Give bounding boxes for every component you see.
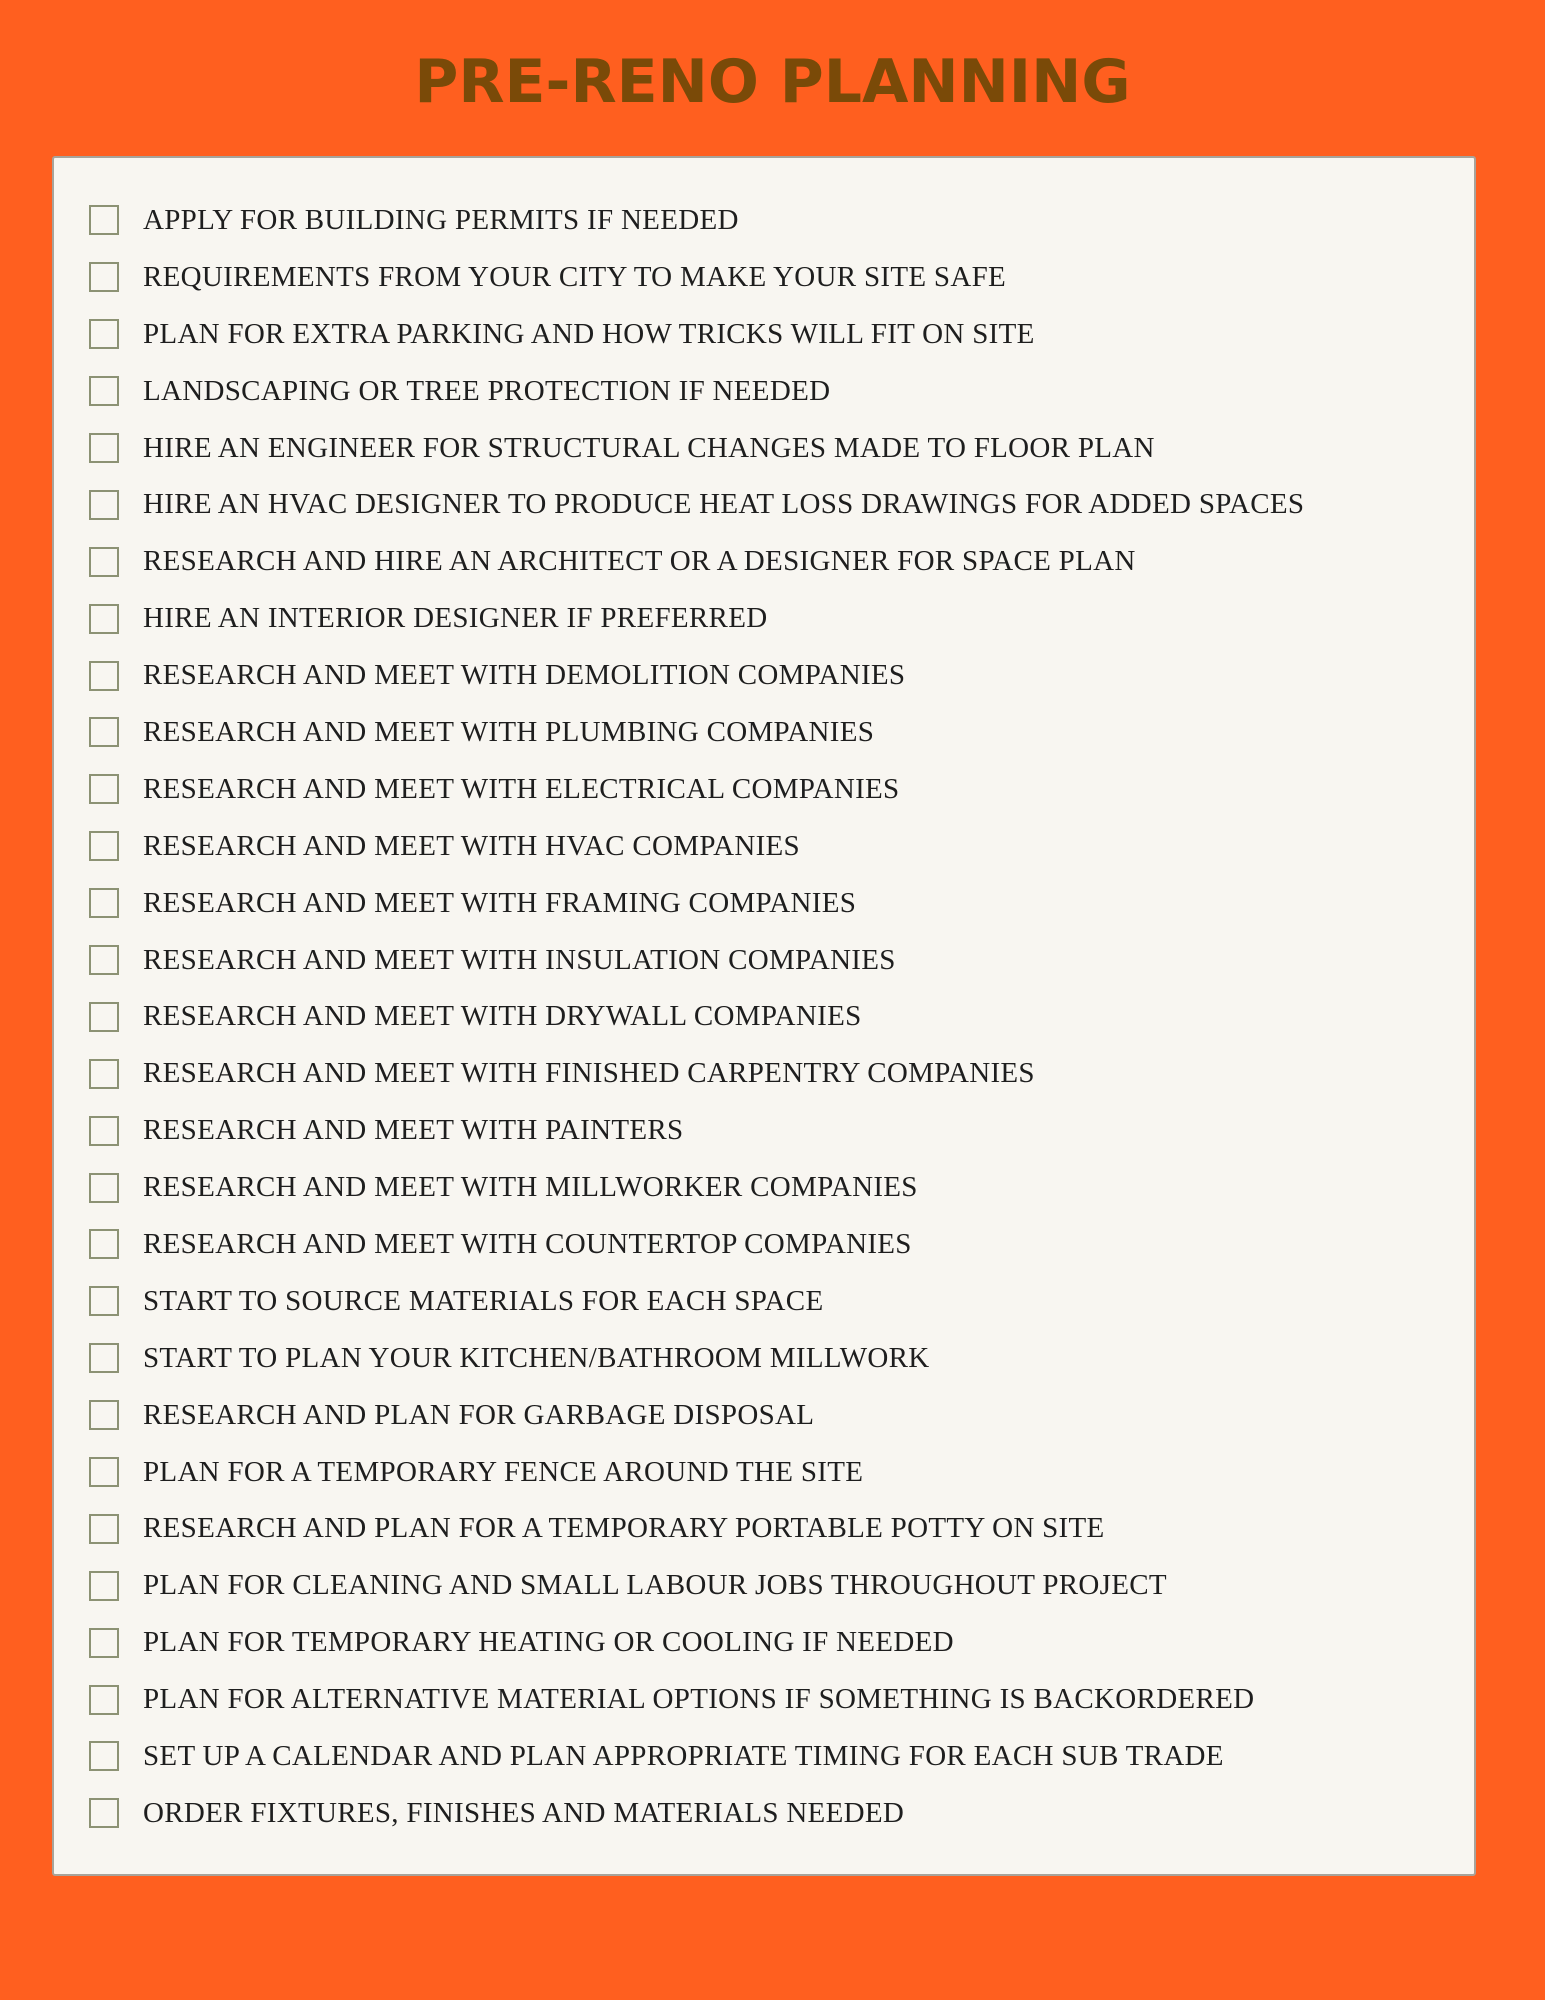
checklist-item-label: RESEARCH AND MEET WITH COUNTERTOP COMPANIES [143,1227,912,1260]
checkbox[interactable] [89,945,119,975]
checkbox[interactable] [89,1400,119,1430]
checkbox[interactable] [89,1457,119,1487]
checklist [54,192,1474,1842]
checkbox[interactable] [89,1685,119,1715]
checkbox[interactable] [89,376,119,406]
checklist-item-label: RESEARCH AND MEET WITH INSULATION COMPANIES [143,943,896,976]
checklist-item[interactable] [54,1614,1474,1671]
checklist-item[interactable] [54,1102,1474,1159]
checkbox[interactable] [89,831,119,861]
checklist-item-label: LANDSCAPING OR TREE PROTECTION IF NEEDED [143,374,831,407]
checklist-item[interactable] [54,1444,1474,1501]
checklist-item-label: SET UP A CALENDAR AND PLAN APPROPRIATE TIMING FOR EACH SUB TRADE [143,1739,1224,1772]
checkbox[interactable] [89,1229,119,1259]
page-title: PRE-RENO PLANNING [414,47,1131,117]
checklist-item[interactable] [54,1728,1474,1785]
checklist-item-label: RESEARCH AND MEET WITH ELECTRICAL COMPANIES [143,772,900,805]
checkbox[interactable] [89,205,119,235]
checklist-item-label: PLAN FOR A TEMPORARY FENCE AROUND THE SITE [143,1455,864,1488]
checklist-item[interactable] [54,704,1474,761]
checklist-item[interactable] [54,249,1474,306]
checklist-item-label: RESEARCH AND HIRE AN ARCHITECT OR A DESIGNER FOR SPACE PLAN [143,545,1136,578]
checklist-item-label: RESEARCH AND MEET WITH MILLWORKER COMPANIES [143,1171,918,1204]
checklist-item[interactable] [54,1557,1474,1614]
checkbox[interactable] [89,1116,119,1146]
checklist-item[interactable] [54,1330,1474,1387]
checklist-item-label: RESEARCH AND MEET WITH PAINTERS [143,1114,684,1147]
checklist-item-label: PLAN FOR EXTRA PARKING AND HOW TRICKS WILL FIT ON SITE [143,317,1035,350]
checklist-item[interactable] [54,476,1474,533]
checkbox[interactable] [89,1343,119,1373]
checklist-item[interactable] [54,306,1474,363]
checkbox[interactable] [89,661,119,691]
checklist-item-label: PLAN FOR ALTERNATIVE MATERIAL OPTIONS IF SOMETHING IS BACKORDERED [143,1683,1255,1716]
checklist-item-label: START TO SOURCE MATERIALS FOR EACH SPACE [143,1284,824,1317]
checkbox[interactable] [89,717,119,747]
checkbox[interactable] [89,490,119,520]
checklist-item-label: RESEARCH AND PLAN FOR GARBAGE DISPOSAL [143,1398,815,1431]
checkbox[interactable] [89,1741,119,1771]
checklist-item-label: RESEARCH AND MEET WITH FINISHED CARPENTRY COMPANIES [143,1057,1035,1090]
checklist-item[interactable] [54,932,1474,989]
checklist-item-label: HIRE AN HVAC DESIGNER TO PRODUCE HEAT LOSS DRAWINGS FOR ADDED SPACES [143,488,1305,521]
checklist-item-label: PLAN FOR TEMPORARY HEATING OR COOLING IF NEEDED [143,1626,954,1659]
checklist-item[interactable] [54,818,1474,875]
checkbox[interactable] [89,547,119,577]
checklist-item[interactable] [54,1387,1474,1444]
checklist-item[interactable] [54,1159,1474,1216]
checklist-item[interactable] [54,875,1474,932]
checklist-item[interactable] [54,1045,1474,1102]
checkbox[interactable] [89,1628,119,1658]
checklist-item[interactable] [54,647,1474,704]
checklist-item-label: RESEARCH AND MEET WITH FRAMING COMPANIES [143,886,857,919]
checkbox[interactable] [89,888,119,918]
checklist-item-label: RESEARCH AND MEET WITH DEMOLITION COMPANIES [143,659,906,692]
checklist-item[interactable] [54,1671,1474,1728]
checkbox[interactable] [89,1286,119,1316]
checklist-item-label: ORDER FIXTURES, FINISHES AND MATERIALS NEEDED [143,1796,905,1829]
checklist-item-label: RESEARCH AND MEET WITH PLUMBING COMPANIES [143,715,875,748]
checkbox[interactable] [89,433,119,463]
checklist-item-label: START TO PLAN YOUR KITCHEN/BATHROOM MILLWORK [143,1341,930,1374]
checklist-item-label: PLAN FOR CLEANING AND SMALL LABOUR JOBS THROUGHOUT PROJECT [143,1569,1167,1602]
checkbox[interactable] [89,1514,119,1544]
checklist-item-label: REQUIREMENTS FROM YOUR CITY TO MAKE YOUR SITE SAFE [143,260,1007,293]
checkbox[interactable] [89,1002,119,1032]
checklist-card [52,156,1476,1876]
checkbox[interactable] [89,1059,119,1089]
checkbox[interactable] [89,319,119,349]
checklist-item[interactable] [54,533,1474,590]
checklist-item-label: RESEARCH AND MEET WITH DRYWALL COMPANIES [143,1000,862,1033]
checkbox[interactable] [89,1571,119,1601]
checklist-item[interactable] [54,1500,1474,1557]
checklist-item-label: APPLY FOR BUILDING PERMITS IF NEEDED [143,203,739,236]
checklist-item[interactable] [54,761,1474,818]
checklist-item[interactable] [54,192,1474,249]
checklist-item[interactable] [54,420,1474,477]
checkbox[interactable] [89,1798,119,1828]
checklist-item[interactable] [54,590,1474,647]
checklist-item[interactable] [54,1273,1474,1330]
checkbox[interactable] [89,774,119,804]
checklist-item-label: RESEARCH AND PLAN FOR A TEMPORARY PORTABLE POTTY ON SITE [143,1512,1105,1545]
checklist-item[interactable] [54,1785,1474,1842]
checklist-item[interactable] [54,363,1474,420]
checklist-item[interactable] [54,988,1474,1045]
checklist-item-label: HIRE AN INTERIOR DESIGNER IF PREFERRED [143,602,768,635]
checkbox[interactable] [89,262,119,292]
checklist-item-label: RESEARCH AND MEET WITH HVAC COMPANIES [143,829,800,862]
checklist-item[interactable] [54,1216,1474,1273]
checklist-item-label: HIRE AN ENGINEER FOR STRUCTURAL CHANGES MADE TO FLOOR PLAN [143,431,1155,464]
checkbox[interactable] [89,1173,119,1203]
checkbox[interactable] [89,604,119,634]
